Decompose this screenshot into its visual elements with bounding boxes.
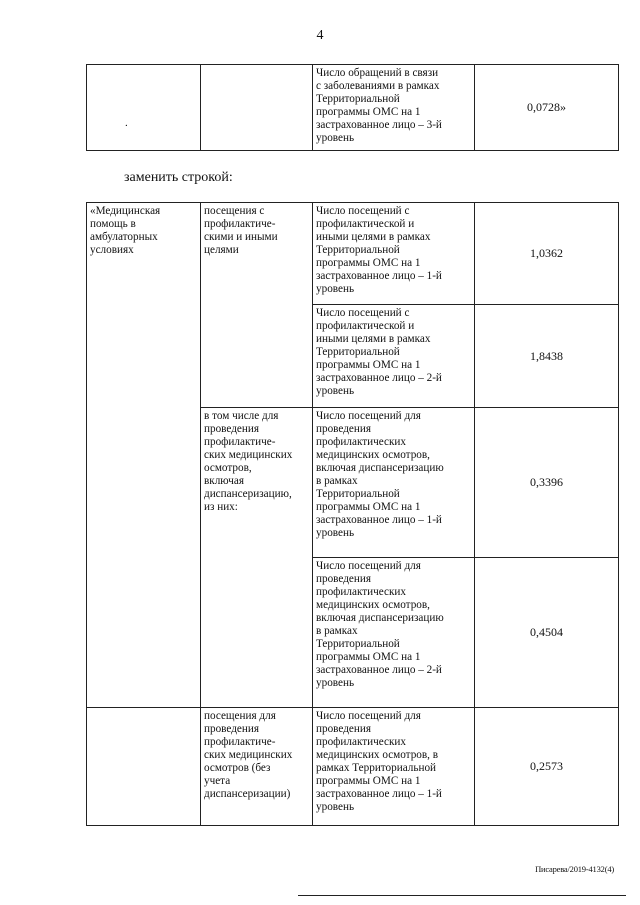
cell-text-line: профилактических <box>316 736 406 748</box>
value-cell: 1,0362 <box>475 203 619 305</box>
cell-text-line: осмотров (без <box>204 762 271 774</box>
replace-instruction: заменить строкой: <box>124 170 233 185</box>
cell-text-line: программы ОМС на 1 <box>316 501 421 513</box>
cell-text-line: застрахованное лицо – 2-й <box>316 372 442 384</box>
cell-text-line: проведения <box>316 423 371 435</box>
cell-text-line: уровень <box>316 527 355 539</box>
cell-text-line: диспансеризации) <box>204 788 291 800</box>
cell-text-line: Число обращений в связи <box>316 67 439 79</box>
cell-text-line: посещения для <box>204 710 276 722</box>
value-cell: 1,8438 <box>475 305 619 408</box>
visit-type-cell <box>201 203 313 408</box>
cell-text-line: медицинских осмотров, в <box>316 749 439 761</box>
cell-text-line: ских медицинских <box>204 749 293 761</box>
cell-text-line: учета <box>204 775 231 787</box>
cell-text-line: Число посещений для <box>316 410 421 422</box>
cell-text-line: в рамках <box>316 475 358 487</box>
cell-text-line: застрахованное лицо – 3-й <box>316 119 442 131</box>
cell-text-line: застрахованное лицо – 1-й <box>316 788 442 800</box>
previous-row-table <box>86 64 619 151</box>
cell-text-line: проведения <box>204 423 259 435</box>
cell-text-line: Территориальной <box>316 488 400 500</box>
cell-text-line: включая <box>204 475 244 487</box>
cell-text-line: проведения <box>316 573 371 585</box>
value-cell: 0,4504 <box>475 558 619 708</box>
cell-text-line: осмотров, <box>204 462 252 474</box>
cell-text-line: уровень <box>316 283 355 295</box>
indicator-cell <box>313 408 475 558</box>
cell-text-line: Число посещений для <box>316 710 421 722</box>
cell-text-line: из них: <box>204 501 238 513</box>
cell-text-line: профилактиче- <box>204 436 276 448</box>
cell-text-line: целями <box>204 244 239 256</box>
cell-text-line: рамках Территориальной <box>316 762 437 774</box>
cell-text-line: медицинских осмотров, <box>316 599 430 611</box>
cell-text-line: иными целями в рамках <box>316 333 431 345</box>
table-row <box>87 708 619 826</box>
table-row <box>87 203 619 305</box>
value-cell: 0,3396 <box>475 408 619 558</box>
cell-text-line: амбулаторных <box>90 231 158 243</box>
cell-text-line: уровень <box>316 132 355 144</box>
cell-text-line: уровень <box>316 385 355 397</box>
cell-text-line: профилактических <box>316 586 406 598</box>
value-cell: 0,2573 <box>475 708 619 826</box>
indicator-cell <box>313 65 475 151</box>
cell-text-line: уровень <box>316 677 355 689</box>
cell-text-line: с заболеваниями в рамках <box>316 80 440 92</box>
empty-cell <box>87 708 201 826</box>
cell-text-line: «Медицинская <box>90 205 161 217</box>
indicator-cell <box>313 203 475 305</box>
value-cell: 0,0728» <box>475 65 619 151</box>
replacement-table <box>86 202 619 826</box>
cell-text-line: профилактиче- <box>204 218 276 230</box>
cell-text-line: проведения <box>204 723 259 735</box>
cell-text-line: помощь в <box>90 218 136 230</box>
page-number: 4 <box>316 28 324 43</box>
cell-text-line: ских медицинских <box>204 449 293 461</box>
indicator-cell <box>313 558 475 708</box>
empty-cell <box>87 65 201 151</box>
cell-text-line: Число посещений с <box>316 307 410 319</box>
cell-text-line: уровень <box>316 801 355 813</box>
cell-text-line: включая диспансеризацию <box>316 462 444 474</box>
cell-text-line: профилактических <box>316 436 406 448</box>
cell-text-line: посещения с <box>204 205 265 217</box>
cell-text-line: скими и иными <box>204 231 278 243</box>
cell-text-line: в рамках <box>316 625 358 637</box>
empty-cell <box>201 65 313 151</box>
cell-text-line: Территориальной <box>316 346 400 358</box>
visit-type-cell <box>201 708 313 826</box>
footer-divider <box>298 895 626 896</box>
cell-text-line: Число посещений с <box>316 205 410 217</box>
cell-text-line: Территориальной <box>316 638 400 650</box>
cell-text-line: профилактической и <box>316 218 415 230</box>
indicator-cell <box>313 708 475 826</box>
cell-text-line: в том числе для <box>204 410 279 422</box>
cell-text-line: Число посещений для <box>316 560 421 572</box>
cell-text-line: профилактической и <box>316 320 415 332</box>
cell-text-line: медицинских осмотров, <box>316 449 430 461</box>
cell-text-line: программы ОМС на 1 <box>316 106 421 118</box>
cell-text-line: застрахованное лицо – 1-й <box>316 514 442 526</box>
cell-text-line: застрахованное лицо – 1-й <box>316 270 442 282</box>
indicator-cell <box>313 305 475 408</box>
document-id: Писарева/2019-4132(4) <box>535 864 614 874</box>
cell-text-line: Территориальной <box>316 93 400 105</box>
cell-text-line: программы ОМС на 1 <box>316 775 421 787</box>
cell-text-line: диспансеризацию, <box>204 488 292 500</box>
cell-text-line: программы ОМС на 1 <box>316 651 421 663</box>
cell-text-line: проведения <box>316 723 371 735</box>
category-cell <box>87 203 201 708</box>
visit-type-cell <box>201 408 313 708</box>
cell-text-line: профилактиче- <box>204 736 276 748</box>
marker-dot: . <box>125 117 128 129</box>
cell-text-line: условиях <box>90 244 134 256</box>
cell-text-line: программы ОМС на 1 <box>316 257 421 269</box>
cell-text-line: включая диспансеризацию <box>316 612 444 624</box>
cell-text-line: иными целями в рамках <box>316 231 431 243</box>
cell-text-line: Территориальной <box>316 244 400 256</box>
cell-text-line: застрахованное лицо – 2-й <box>316 664 442 676</box>
cell-text-line: программы ОМС на 1 <box>316 359 421 371</box>
